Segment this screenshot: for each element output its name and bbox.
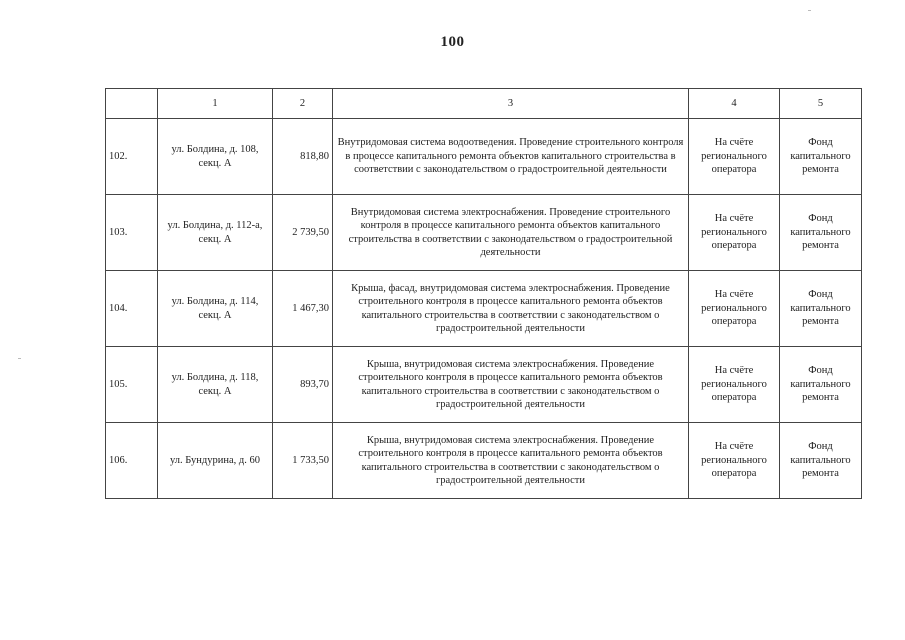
col-header-num [106, 89, 158, 119]
row-number: 103. [106, 195, 158, 271]
table-row [106, 347, 862, 423]
col-header-3: 3 [333, 89, 689, 119]
funding-source-cell: Фонд капитального ремонта [780, 347, 862, 423]
address-cell: ул. Болдина, д. 118, секц. А [158, 347, 273, 423]
address-cell: ул. Болдина, д. 114, секц. А [158, 271, 273, 347]
work-description-cell: Крыша, внутридомовая система электроснабжения. Проведение строительного контроля в процессе капитального ремонта объектов капитального строительства в соответствии с законодательством о градостроительной деятельности [333, 423, 689, 499]
row-number: 106. [106, 423, 158, 499]
work-description-cell: Внутридомовая система электроснабжения. Проведение строительного контроля в процессе капитального ремонта объектов капитального строительства в соответствии с законодательством о градостроительной деятельности [333, 195, 689, 271]
work-description-cell: Внутридомовая система водоотведения. Проведение строительного контроля в процессе капитального ремонта объектов капитального строительства в соответствии с законодательством о градостроительной деятельности [333, 119, 689, 195]
row-number: 102. [106, 119, 158, 195]
scan-artifact [18, 358, 21, 359]
address-cell: ул. Болдина, д. 112-а, секц. А [158, 195, 273, 271]
account-cell: На счёте регионального оператора [689, 271, 780, 347]
capital-repair-table [105, 88, 862, 499]
cost-cell: 893,70 [273, 347, 333, 423]
table-row [106, 423, 862, 499]
row-number: 104. [106, 271, 158, 347]
table-row [106, 119, 862, 195]
cost-cell: 2 739,50 [273, 195, 333, 271]
funding-source-cell: Фонд капитального ремонта [780, 423, 862, 499]
page-number: 100 [440, 34, 465, 50]
table-header-row [106, 89, 862, 119]
cost-cell: 818,80 [273, 119, 333, 195]
account-cell: На счёте регионального оператора [689, 423, 780, 499]
account-cell: На счёте регионального оператора [689, 195, 780, 271]
address-cell: ул. Бундурина, д. 60 [158, 423, 273, 499]
account-cell: На счёте регионального оператора [689, 347, 780, 423]
table-row [106, 271, 862, 347]
account-cell: На счёте регионального оператора [689, 119, 780, 195]
col-header-5: 5 [780, 89, 862, 119]
funding-source-cell: Фонд капитального ремонта [780, 119, 862, 195]
scan-artifact [808, 10, 811, 11]
funding-source-cell: Фонд капитального ремонта [780, 195, 862, 271]
row-number: 105. [106, 347, 158, 423]
cost-cell: 1 467,30 [273, 271, 333, 347]
col-header-4: 4 [689, 89, 780, 119]
col-header-1: 1 [158, 89, 273, 119]
work-description-cell: Крыша, внутридомовая система электроснабжения. Проведение строительного контроля в процессе капитального ремонта объектов капитального строительства в соответствии с законодательством о градостроительной деятельности [333, 347, 689, 423]
address-cell: ул. Болдина, д. 108, секц. А [158, 119, 273, 195]
funding-source-cell: Фонд капитального ремонта [780, 271, 862, 347]
col-header-2: 2 [273, 89, 333, 119]
cost-cell: 1 733,50 [273, 423, 333, 499]
table-row [106, 195, 862, 271]
work-description-cell: Крыша, фасад, внутридомовая система электроснабжения. Проведение строительного контроля в процессе капитального ремонта объектов капитального строительства в соответствии с законодательством о градостроительной деятельности [333, 271, 689, 347]
